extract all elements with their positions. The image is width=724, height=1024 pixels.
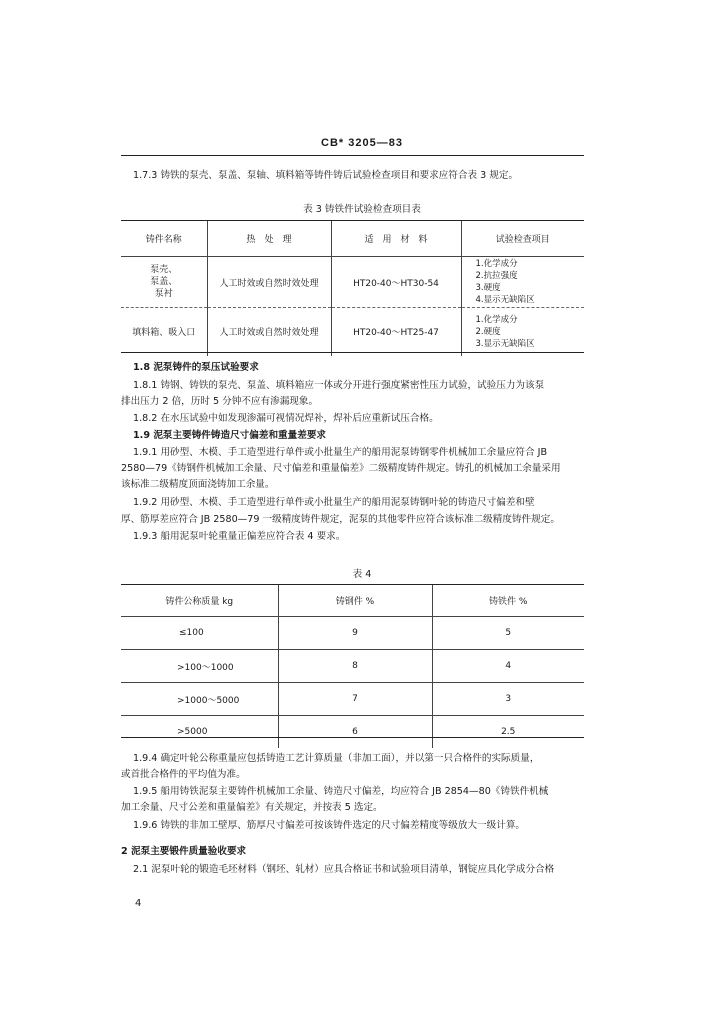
table3-cell-name [121, 257, 207, 308]
table4-cell-steel: 9 [278, 617, 432, 650]
clause-2-1: 2.1 泥泵叶轮的锻造毛坯材料（钢坯、轧材）应具合格证书和试验项目清单，钢锭应具化学成分合格 [133, 864, 555, 875]
clause-1-7-3: 1.7.3 铸铁的泵壳、泵盖、泵轴、填料箱等铸件铸后试验检查项目和要求应符合表 3 规定。 [133, 170, 519, 181]
table3-header-heat: 热 处 理 [207, 220, 331, 257]
table4-cell-steel: 8 [278, 650, 432, 683]
cell-line: 3.硬度 [475, 283, 501, 293]
cell-line: 泵衬 [154, 289, 173, 299]
table4-cell-weight: ≤100 [121, 617, 278, 650]
cell-line: 2.硬度 [475, 326, 501, 337]
clause-1-9-1-line2: 2580—79《铸钢件机械加工余量、尺寸偏差和重量偏差》二级精度铸件规定。铸孔的机械加工余量采用 [121, 463, 561, 474]
table3-cell-material: HT20-40～HT30-54 [331, 257, 461, 308]
cell-line: 1.化学成分 [475, 259, 518, 269]
table4-cell-weight: >1000～5000 [121, 683, 278, 716]
clause-1-9-2-line1: 1.9.2 用砂型、木模、手工造型进行单件或小批量生产的船用泥泵铸钢叶轮的铸造尺寸偏差和壁 [133, 497, 535, 508]
table-row [121, 716, 584, 749]
table4 [121, 584, 584, 748]
table3-cell-heat: 人工时效或自然时效处理 [207, 257, 331, 308]
cell-line: 泵盖、 [150, 277, 178, 287]
table4-cell-iron: 3 [432, 683, 584, 716]
cell-line: 4.显示无缺陷区 [475, 295, 535, 305]
section-2-heading: 2 泥泵主要锻件质量验收要求 [121, 846, 247, 857]
clause-1-9-5-line1: 1.9.5 船用铸铁泥泵主要铸件机械加工余量、铸造尺寸偏差，均应符合 JB 2854—80《铸铁件机械 [133, 786, 549, 797]
section-1-9-heading: 1.9 泥泵主要铸件铸造尺寸偏差和重量差要求 [133, 430, 327, 441]
table-row [121, 257, 584, 308]
clause-1-9-1-line3: 该标准二级精度顶面浇铸加工余量。 [121, 479, 275, 490]
table4-cell-iron: 5 [432, 617, 584, 650]
clause-1-9-2-line2: 厚、筋厚差应符合 JB 2580—79 一级精度铸件规定，泥泵的其他零件应符合该标准二级精度铸件规定。 [121, 514, 560, 525]
clause-1-9-1-line1: 1.9.1 用砂型、木模、手工造型进行单件或小批量生产的船用泥泵铸钢零件机械加工余量应符合 JB [133, 447, 548, 458]
header-rule [121, 155, 584, 156]
clause-1-8-2: 1.8.2 在水压试验中如发现渗漏可视情况焊补，焊补后应重新试压合格。 [133, 413, 439, 424]
table3-header-material: 适 用 材 料 [331, 220, 461, 257]
clause-1-9-6: 1.9.6 铸铁的非加工壁厚、筋厚尺寸偏差可按该铸件选定的尺寸偏差精度等级放大一级计算。 [133, 820, 526, 831]
table3 [121, 220, 584, 356]
table4-bottom-rule [121, 737, 584, 738]
table-row [121, 308, 584, 356]
table-row [121, 617, 584, 650]
table4-header-weight: 铸件公称质量 kg [121, 584, 278, 617]
table4-cell-iron: 4 [432, 650, 584, 683]
table4-header-steel: 铸钢件 % [278, 584, 432, 617]
table3-cell-material: HT20-40～HT25-47 [331, 308, 461, 356]
table3-cell-name: 填料箱、吸入口 [121, 308, 207, 356]
clause-1-9-4-line2: 或首批合格件的平均值为准。 [121, 769, 246, 780]
table4-caption: 表 4 [352, 569, 372, 580]
table3-header-name: 铸件名称 [121, 220, 207, 257]
clause-1-9-4-line1: 1.9.4 确定叶轮公称重量应包括铸造工艺计算质量（非加工面），并以第一只合格件的实际质量， [133, 753, 540, 764]
cell-line: 1.化学成分 [475, 314, 518, 325]
clause-1-8-1-line1: 1.8.1 铸钢、铸铁的泵壳、泵盖、填料箱应一体或分开进行强度紧密性压力试验，试验压力为该泵 [133, 380, 545, 391]
clause-1-8-1-line2: 排出压力 2 倍，历时 5 分钟不应有渗漏现象。 [121, 396, 319, 407]
table3-caption: 表 3 铸铁件试验检查项目表 [303, 204, 421, 215]
section-1-8-heading: 1.8 泥泵铸件的泵压试验要求 [133, 362, 259, 373]
table3-bottom-rule [121, 352, 584, 353]
cell-line: 泵壳、 [150, 265, 178, 275]
table3-cell-items [461, 257, 584, 308]
clause-1-9-3: 1.9.3 船用泥泵叶轮重量正偏差应符合表 4 要求。 [133, 531, 346, 542]
table3-top-rule [121, 220, 584, 221]
clause-1-9-5-line2: 加工余量、尺寸公差和重量偏差》有关规定，并按表 5 选定。 [121, 802, 383, 813]
table4-header-iron: 铸铁件 % [432, 584, 584, 617]
table4-cell-steel: 7 [278, 683, 432, 716]
table4-top-rule [121, 584, 584, 585]
table4-cell-weight: >100～1000 [121, 650, 278, 683]
standard-code-header: CB* 3205—83 [321, 137, 403, 149]
cell-line: 2.抗拉强度 [475, 271, 518, 281]
table3-header-items: 试验检查项目 [461, 220, 584, 257]
table4-cell-steel: 6 [278, 716, 432, 749]
table3-cell-items [461, 308, 584, 356]
cell-line: 3.显示无缺陷区 [475, 338, 535, 349]
table3-cell-heat: 人工时效或自然时效处理 [207, 308, 331, 356]
page-number: 4 [135, 898, 142, 909]
table4-cell-iron: 2.5 [501, 727, 516, 737]
table-row [121, 650, 584, 683]
table-row [121, 683, 584, 716]
table4-cell-weight: >5000 [121, 716, 278, 749]
